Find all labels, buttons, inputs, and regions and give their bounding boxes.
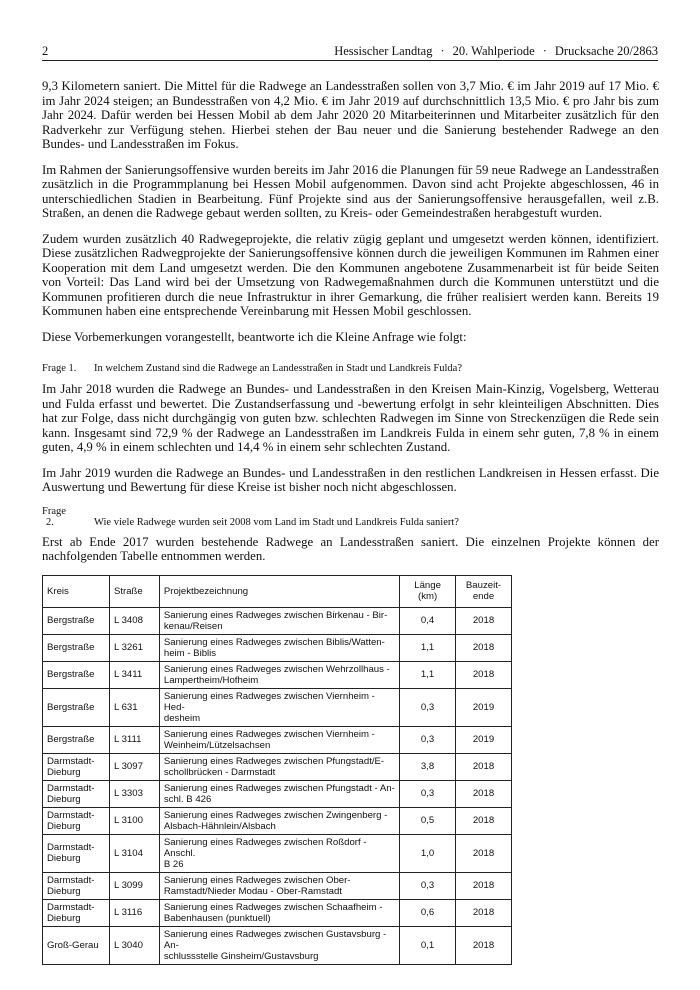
cell-strasse: L 3104 [109,834,159,872]
cell-strasse: L 3111 [109,726,159,753]
cell-bauzeitende: 2019 [456,726,512,753]
question-2 [42,506,659,528]
cell-bauzeitende: 2018 [456,780,512,807]
table-row [43,872,512,899]
cell-laenge: 0,4 [400,607,456,634]
question-text: Wie viele Radwege wurden seit 2008 vom Land im Stadt und Landkreis Fulda saniert? [94,516,459,528]
table-row [43,780,512,807]
table-header-row [43,575,512,607]
cell-bauzeitende: 2018 [456,607,512,634]
cell-strasse: L 3116 [109,899,159,926]
cell-bauzeitende: 2018 [456,753,512,780]
cell-strasse: L 3303 [109,780,159,807]
table-row [43,899,512,926]
cell-projekt: Sanierung eines Radweges zwischen Wehrzollhaus - Lampertheim/Hofheim [159,661,399,688]
cell-strasse: L 3040 [109,926,159,964]
cell-laenge: 0,3 [400,780,456,807]
cell-kreis: Darmstadt- Dieburg [43,780,110,807]
paragraph: Diese Vorbemerkungen vorangestellt, beantworte ich die Kleine Anfrage wie folgt: [42,329,467,344]
cell-laenge: 0,3 [400,688,456,726]
table-row [43,607,512,634]
question-number: Frage 1. [42,363,77,374]
cell-kreis: Groß-Gerau [43,926,110,964]
cell-projekt: Sanierung eines Radweges zwischen Zwingenberg - Alsbach-Hähnlein/Alsbach [159,807,399,834]
col-header-kreis: Kreis [43,575,110,607]
cell-laenge: 0,1 [400,926,456,964]
answer-paragraph: Im Jahr 2019 wurden die Radwege an Bundes- und Landesstraßen in den restlichen Landkreisen in Hessen erfasst. Die Auswertung und Bewertung für diese Kreise ist bisher noch nicht abgeschlossen. [42,465,659,494]
paragraph: Im Rahmen der Sanierungsoffensive wurden bereits im Jahr 2016 die Planungen für 59 neue Radwege an Landesstraßen zusätzlich in die Programmplanung bei Hessen Mobil aufgenommen. Davon sind acht Projekte abgeschlossen, 46 in unterschiedlichen Stadien in Bearbeitung. Fünf Projekte sind aus der Sanierungsoffensive herausgefallen, weil z.B. Straßen, an denen die Radwege gebaut werden sollten, zu Kreis- oder Gemeindestraßen herabgestuft wurden. [42,162,659,220]
cell-projekt: Sanierung eines Radweges zwischen Ober- Ramstadt/Nieder Modau - Ober-Ramstadt [159,872,399,899]
answer-paragraph: Erst ab Ende 2017 wurden bestehende Radwege an Landesstraßen saniert. Die einzelnen Projekte können der nachfolgenden Tabelle entnommen werden. [42,534,659,563]
cell-kreis: Darmstadt- Dieburg [43,834,110,872]
cell-projekt: Sanierung eines Radweges zwischen Viernheim - Weinheim/Lützelsachsen [159,726,399,753]
cell-strasse: L 3408 [109,607,159,634]
cell-kreis: Bergstraße [43,607,110,634]
cell-laenge: 0,5 [400,807,456,834]
cell-bauzeitende: 2018 [456,634,512,661]
header-publisher: Hessischer Landtag [334,44,433,58]
col-header-projekt: Projektbezeichnung [159,575,399,607]
cell-kreis: Darmstadt- Dieburg [43,872,110,899]
table-row [43,807,512,834]
cell-strasse: L 631 [109,688,159,726]
cell-kreis: Darmstadt- Dieburg [43,899,110,926]
cell-laenge: 0,3 [400,726,456,753]
document-body [42,79,659,965]
projects-table [42,575,512,965]
table-row [43,688,512,726]
cell-projekt: Sanierung eines Radweges zwischen Gustavsburg - An- schlussstelle Ginsheim/Gustavsburg [159,926,399,964]
cell-laenge: 1,1 [400,661,456,688]
cell-laenge: 1,0 [400,834,456,872]
header-period: 20. Wahlperiode [452,44,535,58]
table-row [43,926,512,964]
cell-strasse: L 3097 [109,753,159,780]
header-separator: · [440,44,445,58]
cell-bauzeitende: 2018 [456,926,512,964]
cell-bauzeitende: 2018 [456,899,512,926]
cell-strasse: L 3100 [109,807,159,834]
cell-laenge: 0,6 [400,899,456,926]
paragraph: 9,3 Kilometern saniert. Die Mittel für die Radwege an Landesstraßen sollen von 3,7 Mio. € im Jahr 2019 auf 17 Mio. € im Jahr 2024 steigen; an Bundesstraßen von 4,2 Mio. € im Jahr 2019 auf durchschnittlich 13,5 Mio. € pro Jahr bis zum Jahr 2024. Dafür werden bei Hessen Mobil ab dem Jahr 2020 20 Mitarbeiterinnen und Mitarbeiter zusätzlich für den Radverkehr zur Verfügung stehen. Hierbei stehen der Bau neuer und die Sanierung bestehender Radwege an den Bundes- und Landesstraßen im Fokus. [42,79,659,151]
table-row [43,753,512,780]
cell-bauzeitende: 2018 [456,834,512,872]
col-header-bauzeitende: Bauzeit- ende [456,575,512,607]
cell-kreis: Bergstraße [43,634,110,661]
cell-projekt: Sanierung eines Radweges zwischen Biblis/Watten- heim - Biblis [159,634,399,661]
table-row [43,726,512,753]
cell-strasse: L 3261 [109,634,159,661]
cell-bauzeitende: 2018 [456,807,512,834]
cell-projekt: Sanierung eines Radweges zwischen Viernheim - Hed- desheim [159,688,399,726]
header-info [334,44,658,59]
cell-bauzeitende: 2019 [456,688,512,726]
header-doc-number: Drucksache 20/2863 [554,44,658,58]
header-separator: · [542,44,547,58]
cell-laenge: 0,3 [400,872,456,899]
page-header [42,44,658,61]
paragraph: Zudem wurden zusätzlich 40 Radwegeprojekte, die relativ zügig geplant und umgesetzt werden können, identifiziert. Diese zusätzlichen Radwegprojekte der Sanierungsoffensive können durch die jeweiligen Kommunen im Rahmen einer Kooperation mit dem Land umgesetzt werden. Die den Kommunen angebotene Zusammenarbeit ist für beide Seiten von Vorteil: Das Land wird bei der Umsetzung von Radwegemaßnahmen durch die Kommunen unterstützt und die Kommunen profitieren durch die neue Infrastruktur in ihrer Gemarkung, die früher realisiert werden kann. Bereits 19 Kommunen haben eine entsprechende Vereinbarung mit Hessen Mobil geschlossen. [42,231,659,318]
cell-bauzeitende: 2018 [456,661,512,688]
cell-projekt: Sanierung eines Radweges zwischen Pfungstadt/E- schollbrücken - Darmstadt [159,753,399,780]
table-row [43,634,512,661]
cell-laenge: 3,8 [400,753,456,780]
cell-projekt: Sanierung eines Radweges zwischen Schaafheim - Babenhausen (punktuell) [159,899,399,926]
cell-kreis: Darmstadt- Dieburg [43,753,110,780]
cell-bauzeitende: 2018 [456,872,512,899]
question-number: 2. [46,516,54,528]
answer-paragraph: Im Jahr 2018 wurden die Radwege an Bundes- und Landesstraßen in den Kreisen Main-Kinzig, Vogelsberg, Wetterau und Fulda erfasst und bewertet. Die Zustandserfassung und -bewertung erfolgt in sehr kleinteiligen Abschnitten. Dies hat zur Folge, dass nicht durchgängig von guten bzw. schlechten Radwegen im Sinne von Streckenzügen die Rede sein kann. Insgesamt sind 72,9 % der Radwege an Landesstraßen im Landkreis Fulda in einem sehr guten, 7,8 % in einem guten, 4,9 % in einem schlechten und 14,4 % in einem sehr schlechten Zustand. [42,382,659,454]
cell-projekt: Sanierung eines Radweges zwischen Birkenau - Bir- kenau/Reisen [159,607,399,634]
page-number: 2 [42,44,49,58]
question-label: Frage [42,505,66,517]
cell-laenge: 1,1 [400,634,456,661]
cell-strasse: L 3411 [109,661,159,688]
cell-kreis: Darmstadt- Dieburg [43,807,110,834]
question-1 [42,362,659,375]
cell-kreis: Bergstraße [43,726,110,753]
cell-kreis: Bergstraße [43,688,110,726]
col-header-laenge: Länge (km) [400,575,456,607]
table-row [43,661,512,688]
question-text: In welchem Zustand sind die Radwege an Landesstraßen in Stadt und Landkreis Fulda? [94,363,462,374]
cell-projekt: Sanierung eines Radweges zwischen Roßdorf - Anschl. B 26 [159,834,399,872]
cell-kreis: Bergstraße [43,661,110,688]
table-row [43,834,512,872]
cell-strasse: L 3099 [109,872,159,899]
cell-projekt: Sanierung eines Radweges zwischen Pfungstadt - An- schl. B 426 [159,780,399,807]
col-header-strasse: Straße [109,575,159,607]
